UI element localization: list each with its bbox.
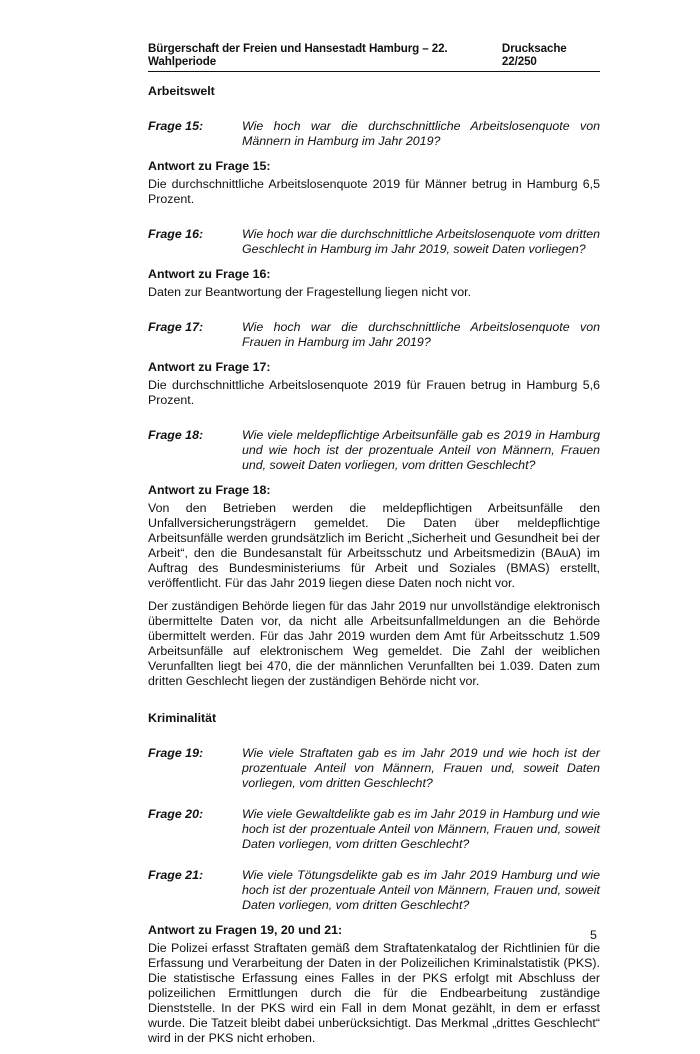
answer-label-16: Antwort zu Frage 16:: [148, 267, 271, 281]
question-21: [148, 868, 600, 913]
question-text: Wie hoch war die durchschnittliche Arbeitslosenquote vom dritten Geschlecht in Hamburg im Jahr 2019, soweit Daten vorliegen?: [242, 227, 600, 256]
question-16: [148, 227, 600, 257]
question-text: Wie hoch war die durchschnittliche Arbeitslosenquote von Frauen in Hamburg im Jahr 2019?: [242, 320, 600, 349]
question-label: Frage 15:: [148, 119, 204, 133]
question-20: [148, 807, 600, 852]
question-15: [148, 119, 600, 149]
page-number: 5: [590, 928, 597, 942]
question-label: Frage 20:: [148, 807, 204, 821]
answer-label-19-21: Antwort zu Fragen 19, 20 und 21:: [148, 923, 343, 937]
question-18: [148, 428, 600, 473]
section-title-kriminalitaet: Kriminalität: [148, 711, 217, 725]
answer-15: Die durchschnittliche Arbeitslosenquote 2019 für Männer betrug in Hamburg 6,5 Prozent.: [148, 177, 600, 206]
question-label: Frage 16:: [148, 227, 204, 241]
header-title: Bürgerschaft der Freien und Hansestadt Hamburg – 22. Wahlperiode: [148, 42, 448, 68]
answer-19-21: Die Polizei erfasst Straftaten gemäß dem Straftatenkatalog der Richtlinien für die Erfassung und Verarbeitung der Daten in der Polizeilichen Kriminalstatistik (PKS). Die statistische Erfassung eines Falles in der PKS erfolgt mit Abschluss der polizeilichen Ermittlungen durch die für die Endbearbeitung zuständige Dienststelle. In der PKS wird ein Fall in dem Monat gezählt, in dem er erfasst wurde. Die Tatzeit bleibt dabei unberücksichtigt. Das Merkmal „drittes Geschlecht“ wird in der PKS nicht erhoben.: [148, 941, 600, 1045]
page-header: [148, 42, 600, 72]
page-content: [148, 84, 600, 1054]
question-label: Frage 21:: [148, 868, 204, 882]
question-19: [148, 746, 600, 791]
question-text: Wie viele Straftaten gab es im Jahr 2019 und wie hoch ist der prozentuale Anteil von Männern, Frauen und, soweit Daten vorliegen, vom dritten Geschlecht?: [242, 746, 600, 790]
answer-18-paragraph-2: Der zuständigen Behörde liegen für das Jahr 2019 nur unvollständige elektronisch übermittelte Daten vor, da nicht alle Arbeitsunfallmeldungen an die Behörde übermittelt werden. Für das Jahr 2019 wurden dem Amt für Arbeitsschutz 1.509 Arbeitsunfälle auf elektronischem Weg gemeldet. Die Zahl der weiblichen Verunfallten liegt bei 470, die der männlichen Verunfallten bei 1.039. Daten zum dritten Geschlecht liegen der zuständigen Behörde nicht vor.: [148, 599, 600, 688]
question-17: [148, 320, 600, 350]
question-text: Wie viele Tötungsdelikte gab es im Jahr 2019 Hamburg und wie hoch ist der prozentuale Anteil von Männern, Frauen und, soweit Daten vorliegen, vom dritten Geschlecht?: [242, 868, 600, 912]
answer-label-15: Antwort zu Frage 15:: [148, 159, 271, 173]
question-label: Frage 17:: [148, 320, 204, 334]
question-text: Wie viele Gewaltdelikte gab es im Jahr 2019 in Hamburg und wie hoch ist der prozentuale Anteil von Männern, Frauen und, soweit Daten vorliegen, vom dritten Geschlecht?: [242, 807, 600, 851]
answer-16: Daten zur Beantwortung der Fragestellung liegen nicht vor.: [148, 285, 472, 299]
section-title-arbeitswelt: Arbeitswelt: [148, 84, 215, 98]
question-text: Wie viele meldepflichtige Arbeitsunfälle gab es 2019 in Hamburg und wie hoch ist der prozentuale Anteil von Männern, Frauen und, soweit Daten vorliegen, vom dritten Geschlecht?: [242, 428, 600, 472]
answer-label-18: Antwort zu Frage 18:: [148, 483, 271, 497]
question-text: Wie hoch war die durchschnittliche Arbeitslosenquote von Männern in Hamburg im Jahr 2019?: [242, 119, 600, 148]
question-label: Frage 18:: [148, 428, 204, 442]
header-drucksache: Drucksache 22/250: [501, 42, 567, 68]
answer-label-17: Antwort zu Frage 17:: [148, 360, 271, 374]
answer-18-paragraph-1: Von den Betrieben werden die meldepflichtigen Arbeitsunfälle den Unfallversicherungsträgern gemeldet. Die Daten über meldepflichtige Arbeitsunfälle werden grundsätzlich im Bericht „Sicherheit und Gesundheit bei der Arbeit“, den die Bundesanstalt für Arbeitsschutz und Arbeitsmedizin (BAuA) im Auftrag des Bundesministeriums für Arbeit und Soziales (BMAS) erstellt, veröffentlicht. Für das Jahr 2019 liegen diese Daten noch nicht vor.: [148, 501, 600, 590]
question-label: Frage 19:: [148, 746, 204, 760]
answer-17: Die durchschnittliche Arbeitslosenquote 2019 für Frauen betrug in Hamburg 5,6 Prozent.: [148, 378, 600, 407]
